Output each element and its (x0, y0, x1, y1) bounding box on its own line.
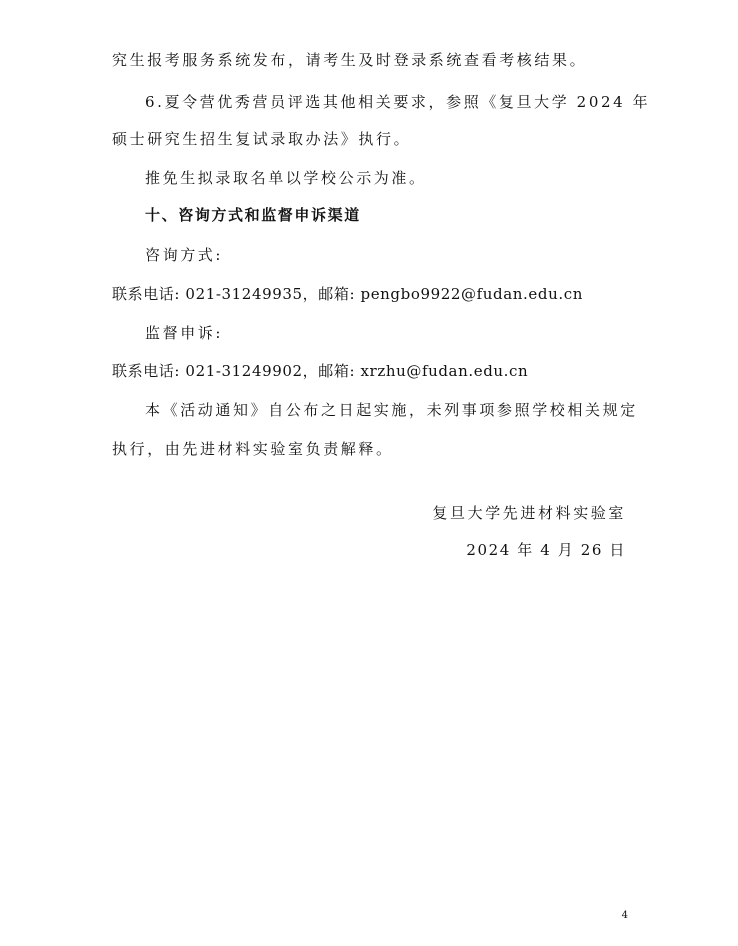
paragraph-line: 6.夏令营优秀营员评选其他相关要求，参照《复旦大学 2024 年 (145, 93, 651, 111)
section-heading: 十、咨询方式和监督申诉渠道 (145, 206, 361, 224)
closing-line: 执行，由先进材料实验室负责解释。 (112, 440, 394, 458)
supervision-label: 监督申诉: (145, 324, 224, 342)
signature-org: 复旦大学先进材料实验室 (432, 504, 626, 522)
consult-contact: 联系电话: 021-31249935，邮箱: pengbo9922@fudan.edu.cn (112, 285, 583, 303)
paragraph-line: 硕士研究生招生复试录取办法》执行。 (112, 130, 412, 148)
paragraph-line: 推免生拟录取名单以学校公示为准。 (145, 169, 427, 187)
paragraph-line: 究生报考服务系统发布，请考生及时登录系统查看考核结果。 (112, 51, 588, 69)
signature-date: 2024 年 4 月 26 日 (466, 541, 626, 559)
consult-label: 咨询方式: (145, 246, 224, 264)
supervision-contact: 联系电话: 021-31249902，邮箱: xrzhu@fudan.edu.cn (112, 362, 529, 380)
closing-line: 本《活动通知》自公布之日起实施，未列事项参照学校相关规定 (145, 401, 638, 419)
page-number: 4 (621, 910, 628, 921)
